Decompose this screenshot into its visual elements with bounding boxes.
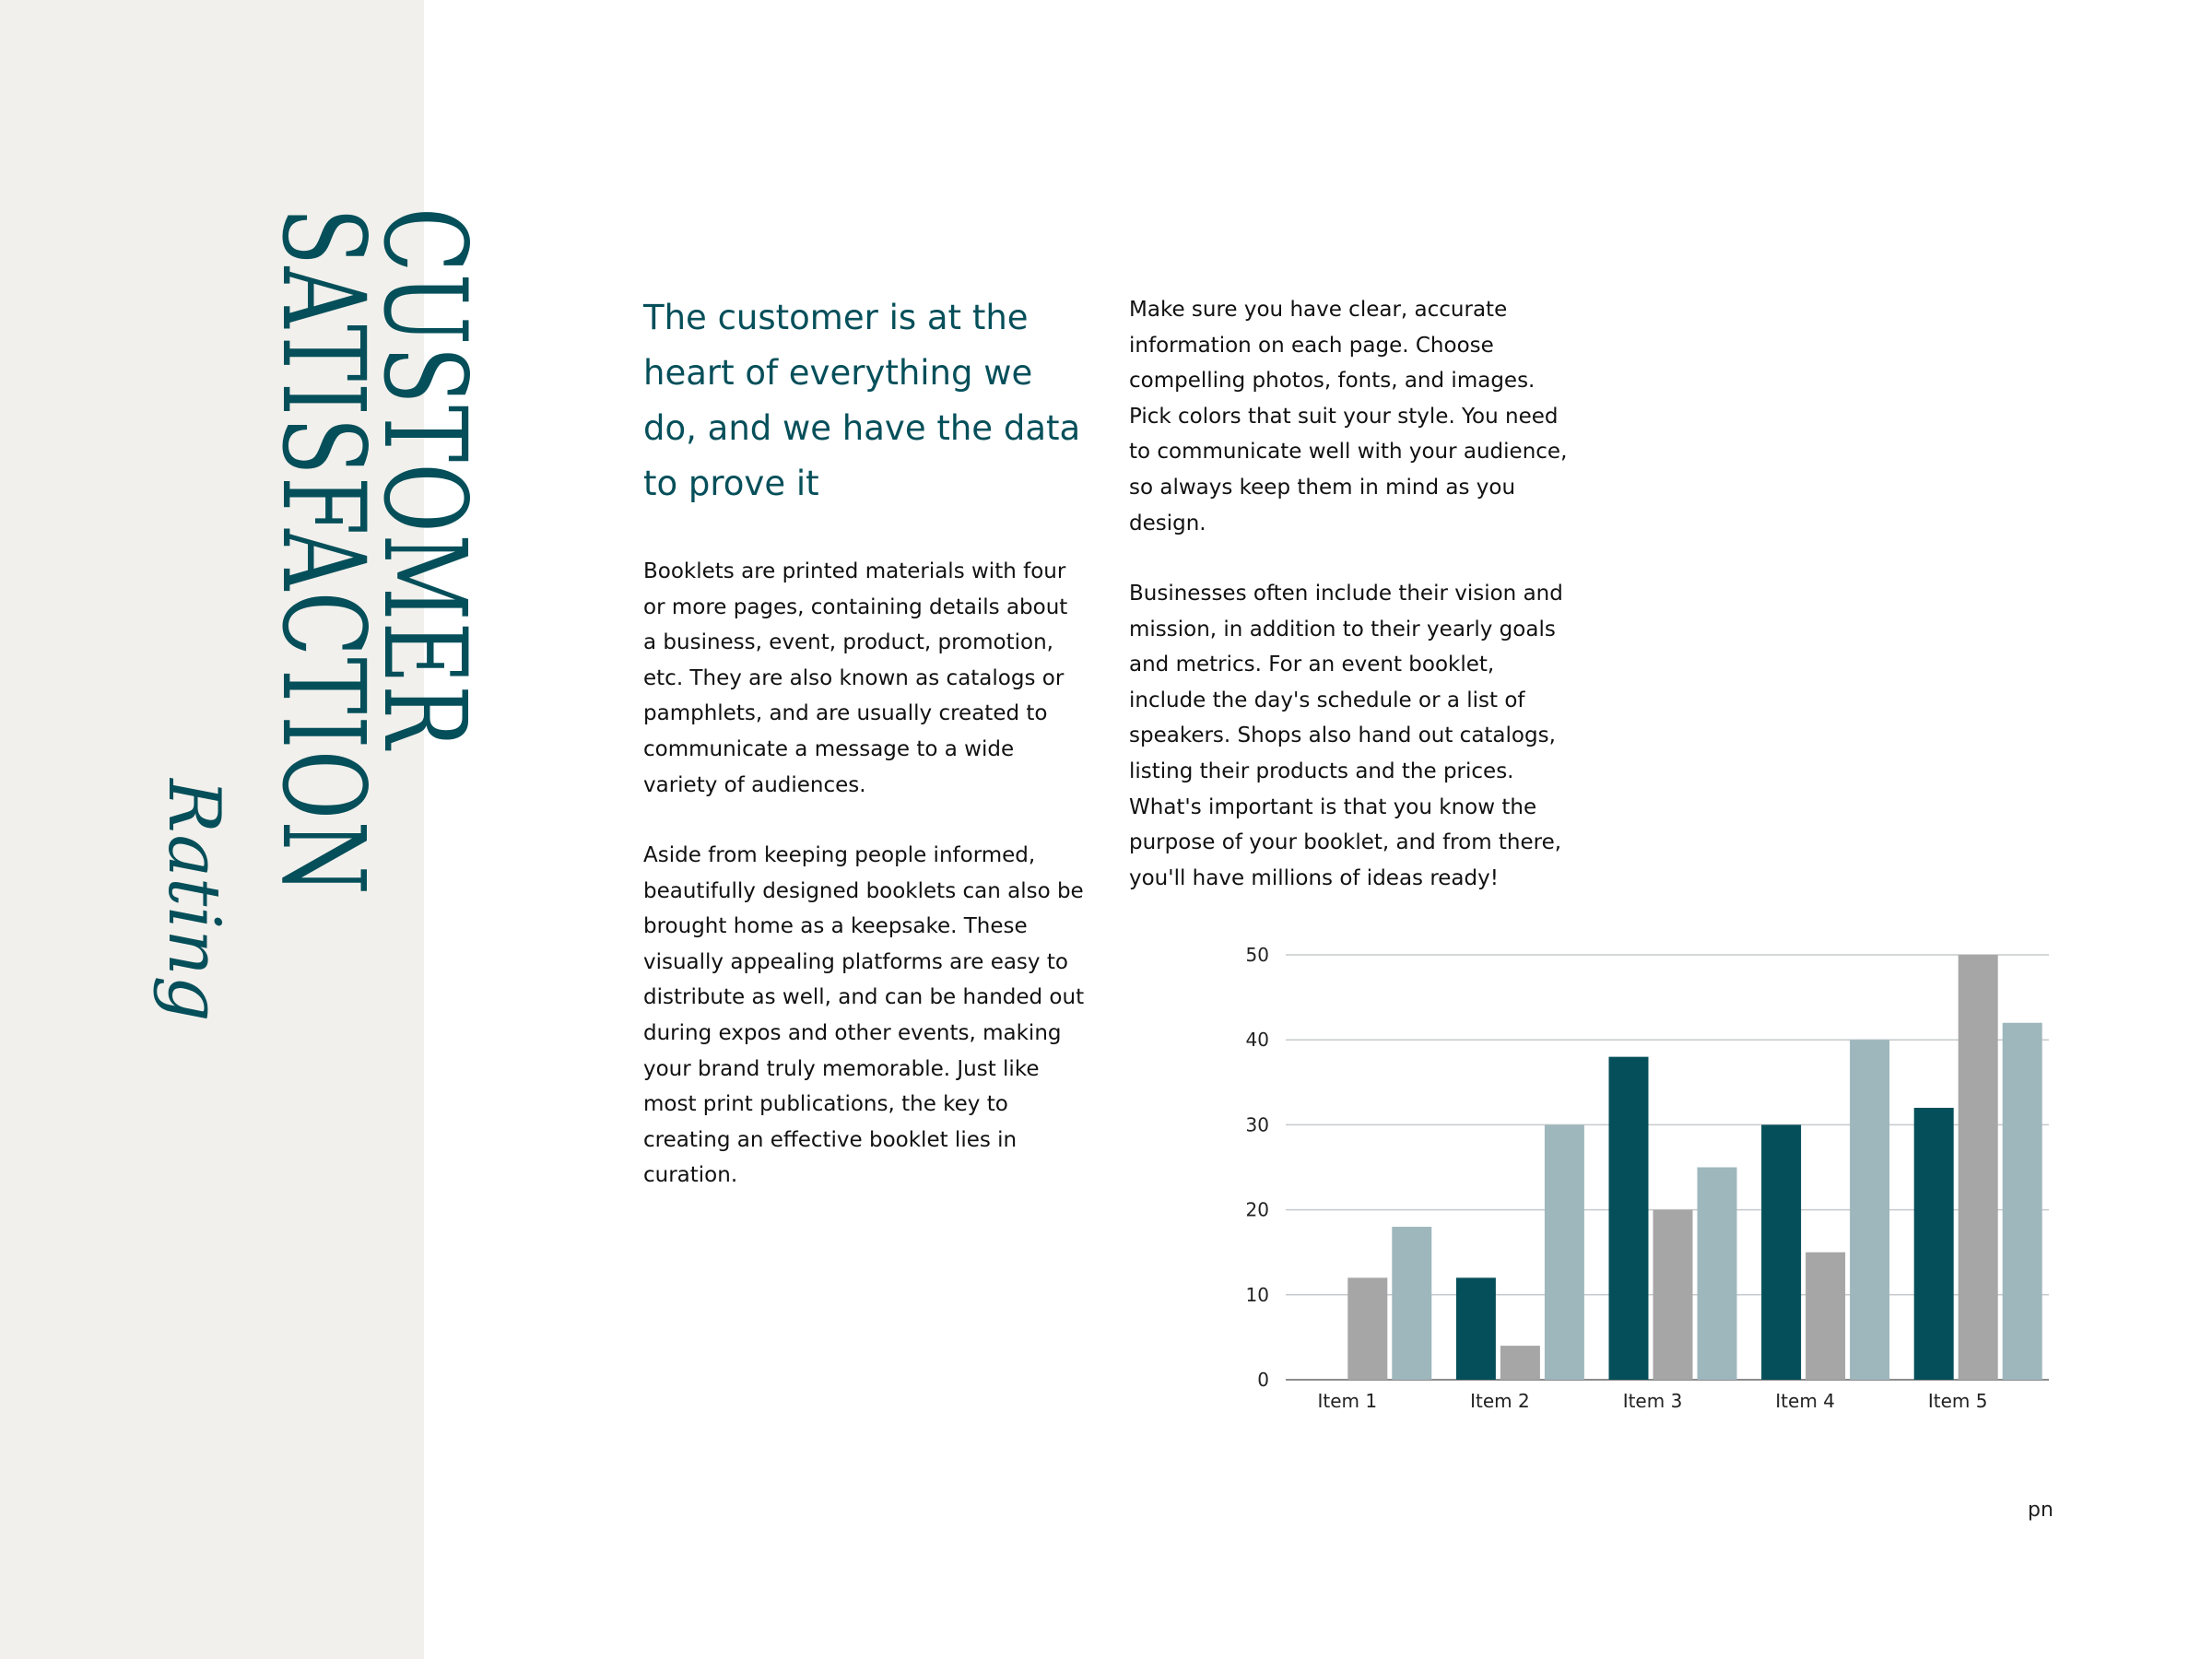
paragraph-clear-information: Make sure you have clear, accurate information on each page. Choose compelling photos, fonts, and images. Pick colors that suit your style. You need to communicate well with your audience, so always keep them in mind as you design. bbox=[1129, 298, 1568, 535]
bar-series-2-item-4 bbox=[1806, 1253, 1845, 1380]
title-customer: CUSTOMER bbox=[358, 207, 490, 750]
x-tick-label: Item 3 bbox=[1622, 1390, 1683, 1412]
y-tick-label: 10 bbox=[1245, 1283, 1269, 1306]
title-satisfaction: SATISFACTION bbox=[256, 207, 389, 897]
bar-series-1-item-5 bbox=[1914, 1108, 1954, 1380]
bar-series-1-item-4 bbox=[1761, 1124, 1801, 1380]
x-tick-label: Item 1 bbox=[1317, 1390, 1378, 1412]
x-tick-label: Item 2 bbox=[1470, 1390, 1530, 1412]
bar-chart bbox=[1226, 931, 2055, 1429]
title-script-rating: Rating bbox=[152, 779, 235, 1022]
paragraph-booklets: Booklets are printed materials with four or more pages, containing details about a business, event, product, promotion, etc. They are also known as catalogs or pamphlets, and are usually created to communicate a message to a wide variety of audiences. bbox=[643, 559, 1068, 797]
bar-series-3-item-4 bbox=[1850, 1040, 1889, 1380]
bar-series-2-item-5 bbox=[1959, 955, 1998, 1380]
bar-series-3-item-2 bbox=[1545, 1124, 1584, 1380]
bar-series-2-item-2 bbox=[1500, 1346, 1540, 1380]
bar-series-3-item-1 bbox=[1392, 1227, 1431, 1380]
y-tick-label: 0 bbox=[1257, 1369, 1269, 1391]
y-tick-label: 30 bbox=[1245, 1113, 1269, 1136]
bar-series-1-item-2 bbox=[1456, 1277, 1496, 1380]
y-tick-label: 20 bbox=[1245, 1198, 1269, 1221]
y-tick-label: 50 bbox=[1245, 944, 1269, 966]
bar-series-3-item-3 bbox=[1698, 1168, 1737, 1381]
bar-series-2-item-1 bbox=[1347, 1277, 1387, 1380]
bar-series-3-item-5 bbox=[2003, 1023, 2042, 1380]
headline: The customer is at the heart of everything we do, and we have the data to prove it bbox=[643, 298, 1081, 503]
x-tick-label: Item 5 bbox=[1927, 1390, 1988, 1412]
paragraph-keepsake: Aside from keeping people informed, beautifully designed booklets can also be brought home as a keepsake. These visually appealing platforms are easy to distribute as well, and can be handed out during expos and other events, making your brand truly memorable. Just like most print publications, the key to creating an effective booklet lies in curation. bbox=[643, 843, 1085, 1188]
y-tick-label: 40 bbox=[1245, 1029, 1269, 1052]
x-tick-label: Item 4 bbox=[1775, 1390, 1835, 1412]
bar-series-2-item-3 bbox=[1653, 1210, 1693, 1380]
paragraph-businesses: Businesses often include their vision and mission, in addition to their yearly goals and metrics. For an event booklet, include the day's schedule or a list of speakers. Shops also hand out catalogs, listing their products and the prices. What's important is that you know the purpose of your booklet, and from there, you'll have millions of ideas ready! bbox=[1129, 582, 1563, 890]
page-number: pn bbox=[2028, 1499, 2053, 1522]
bar-series-1-item-3 bbox=[1609, 1057, 1649, 1380]
